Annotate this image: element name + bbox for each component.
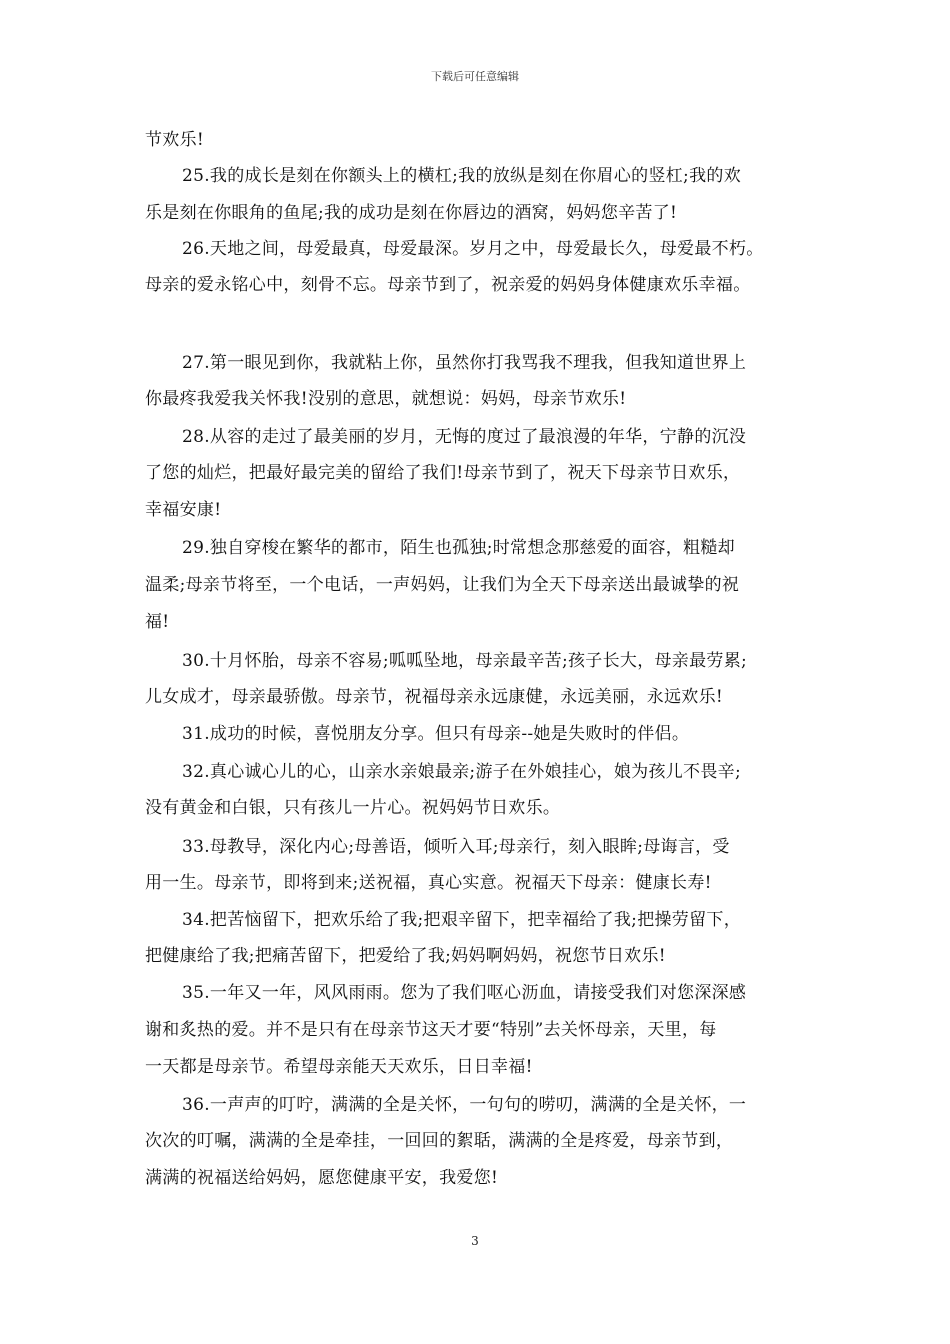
text-line: 乐是刻在你眼角的鱼尾;我的成功是刻在你唇边的酒窝，妈妈您辛苦了!: [145, 203, 678, 223]
text-line: 35.一年又一年，风风雨雨。您为了我们呕心沥血，请接受我们对您深深感: [182, 983, 747, 1003]
text-line: 一天都是母亲节。希望母亲能天天欢乐，日日幸福!: [145, 1057, 533, 1077]
text-line: 36.一声声的叮咛，满满的全是关怀，一句句的唠叨，满满的全是关怀，一: [182, 1095, 747, 1115]
text-line: 32.真心诚心儿的心，山亲水亲娘最亲;游子在外娘挂心，娘为孩儿不畏辛;: [182, 762, 741, 782]
text-line: 28.从容的走过了最美丽的岁月，无悔的度过了最浪漫的年华，宁静的沉没: [182, 427, 747, 447]
page-number: 3: [471, 1234, 479, 1248]
text-line: 你最疼我爱我关怀我!没别的意思，就想说：妈妈，母亲节欢乐!: [145, 389, 627, 409]
text-line: 27.第一眼见到你，我就粘上你，虽然你打我骂我不理我，但我知道世界上: [182, 353, 747, 373]
text-line: 没有黄金和白银，只有孩儿一片心。祝妈妈节日欢乐。: [145, 798, 561, 818]
text-line: 了您的灿烂，把最好最完美的留给了我们!母亲节到了，祝天下母亲节日欢乐，: [145, 463, 741, 483]
text-line: 福!: [145, 612, 170, 632]
text-line: 30.十月怀胎，母亲不容易;呱呱坠地，母亲最辛苦;孩子长大，母亲最劳累;: [182, 651, 748, 671]
text-line: 温柔;母亲节将至，一个电话，一声妈妈，让我们为全天下母亲送出最诚挚的祝: [145, 575, 740, 595]
text-line: 次次的叮嘱，满满的全是牵挂，一回回的絮聒，满满的全是疼爱，母亲节到，: [145, 1131, 734, 1151]
page-header: 下载后可任意编辑: [431, 70, 519, 83]
text-line: 25.我的成长是刻在你额头上的横杠;我的放纵是刻在你眉心的竖杠;我的欢: [182, 166, 741, 186]
text-line: 节欢乐!: [145, 130, 205, 150]
text-line: 满满的祝福送给妈妈，愿您健康平安，我爱您!: [145, 1168, 499, 1188]
text-line: 幸福安康!: [145, 500, 222, 520]
text-line: 把健康给了我;把痛苦留下，把爱给了我;妈妈啊妈妈，祝您节日欢乐!: [145, 946, 666, 966]
text-line: 26.天地之间，母爱最真，母爱最深。岁月之中，母爱最长久，母爱最不朽。: [182, 239, 764, 259]
text-line: 34.把苦恼留下，把欢乐给了我;把艰辛留下，把幸福给了我;把操劳留下，: [182, 910, 741, 930]
text-line: 用一生。母亲节，即将到来;送祝福，真心实意。祝福天下母亲：健康长寿!: [145, 873, 712, 893]
text-line: 母亲的爱永铭心中，刻骨不忘。母亲节到了，祝亲爱的妈妈身体健康欢乐幸福。: [145, 275, 751, 295]
text-line: 31.成功的时候，喜悦朋友分享。但只有母亲--她是失败时的伴侣。: [182, 724, 690, 744]
text-line: 谢和炙热的爱。并不是只有在母亲节这天才要“特别”去关怀母亲，天里，每: [145, 1020, 717, 1040]
text-line: 33.母教导，深化内心;母善语，倾听入耳;母亲行，刻入眼眸;母诲言，受: [182, 837, 730, 857]
text-line: 29.独自穿梭在繁华的都市，陌生也孤独;时常想念那慈爱的面容，粗糙却: [182, 538, 735, 558]
text-line: 儿女成才，母亲最骄傲。母亲节，祝福母亲永远康健，永远美丽，永远欢乐!: [145, 687, 724, 707]
